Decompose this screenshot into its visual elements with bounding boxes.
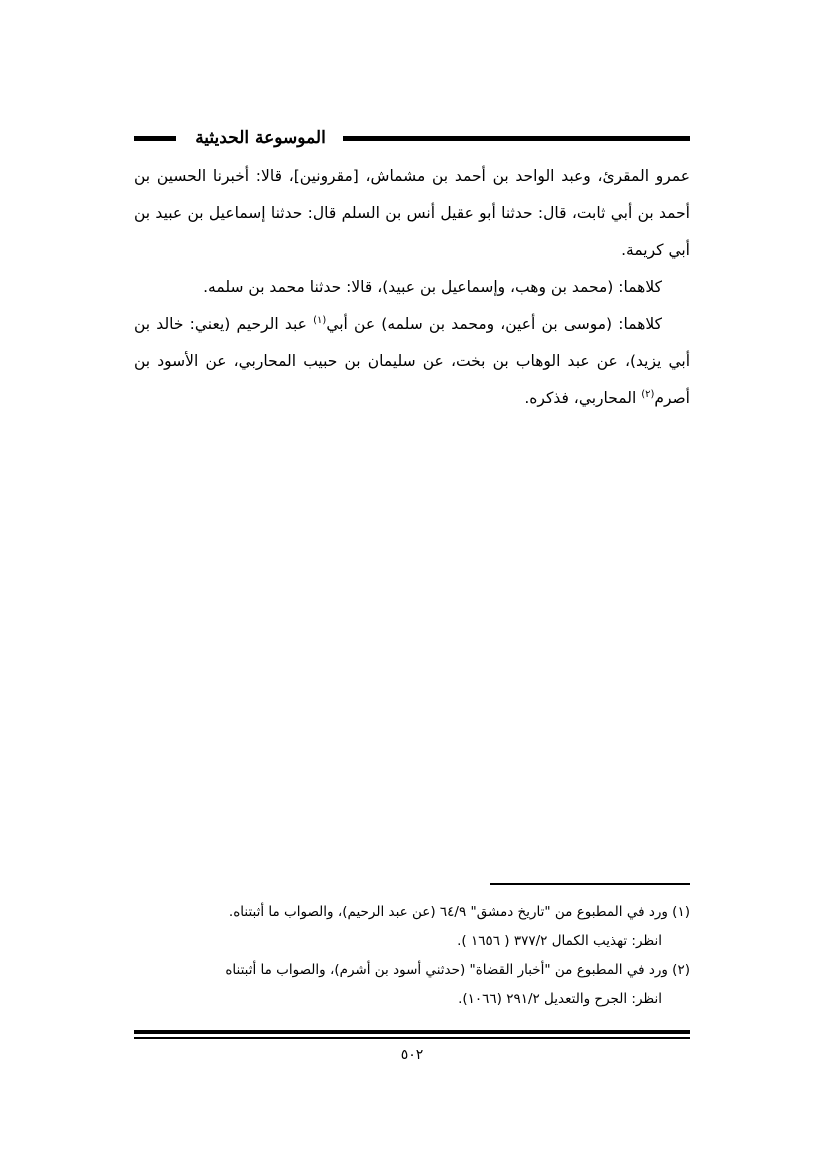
footnote-1-cont bbox=[134, 927, 690, 956]
footnote-2 bbox=[134, 956, 690, 985]
text-line: إسماعيل بن عبيد بن أبي كريمة. bbox=[134, 204, 690, 259]
paragraph-2 bbox=[134, 269, 690, 306]
footnote-ref-2[interactable]: (٢) bbox=[641, 388, 655, 400]
header-rule-left bbox=[134, 136, 176, 141]
footnotes bbox=[134, 898, 690, 1014]
main-text bbox=[134, 158, 690, 417]
text-line: سلمه. bbox=[203, 278, 244, 296]
footer-rule-thin bbox=[134, 1037, 690, 1039]
footnote-text: انظر: الجرح والتعديل ٢٩١/٢ (١٠٦٦). bbox=[458, 991, 662, 1007]
running-header bbox=[134, 122, 690, 154]
footnote-separator bbox=[490, 883, 690, 885]
text-run: عبد الرحيم (يعني: خالد بن أبي يزيد)، عن عبد الوهاب بن بخت، عن سليمان بن حبيب المحاربي، عن الأسود بن أصرم bbox=[134, 315, 690, 407]
paragraph-1 bbox=[134, 158, 690, 269]
text-line: عمرو المقرئ، وعبد الواحد بن أحمد بن مشماش، [مقرونين]، قالا: أخبرنا bbox=[212, 167, 690, 185]
text-line: كلاهما: (محمد بن وهب، وإسماعيل بن عبيد)، قالا: حدثنا محمد بن bbox=[248, 278, 662, 296]
footnote-text: (١) ورد في المطبوع من "تاريخ دمشق" ٦٤/٩ (عن عبد الرحيم)، والصواب ما أثبتناه. bbox=[228, 904, 690, 920]
text-line: الحسين بن أحمد بن أبي ثابت، قال: حدثنا أبو عقيل أنس بن السلم قال: حدثنا bbox=[134, 167, 690, 222]
header-rule-right bbox=[343, 136, 690, 141]
page-number: ٥٠٢ bbox=[400, 1047, 424, 1063]
footnote-ref-1[interactable]: (١) bbox=[313, 314, 327, 326]
footnote-1 bbox=[134, 898, 690, 927]
text-run: كلاهما: (موسى بن أعين، ومحمد بن سلمه) عن أبي bbox=[326, 315, 662, 333]
book-title: الموسوعة الحديثية bbox=[195, 128, 326, 148]
footnote-text: (٢) ورد في المطبوع من "أخبار القضاة" (حدثني أسود بن أشرم)، والصواب ما أثبتناه bbox=[225, 962, 690, 978]
paragraph-3 bbox=[134, 306, 690, 417]
footnote-2-cont bbox=[134, 985, 690, 1014]
text-run: المحاربي، فذكره. bbox=[524, 389, 642, 407]
footnote-text: انظر: تهذيب الكمال ٣٧٧/٢ ( ١٦٥٦ ). bbox=[457, 933, 662, 949]
footer-rule-thick bbox=[134, 1030, 690, 1034]
